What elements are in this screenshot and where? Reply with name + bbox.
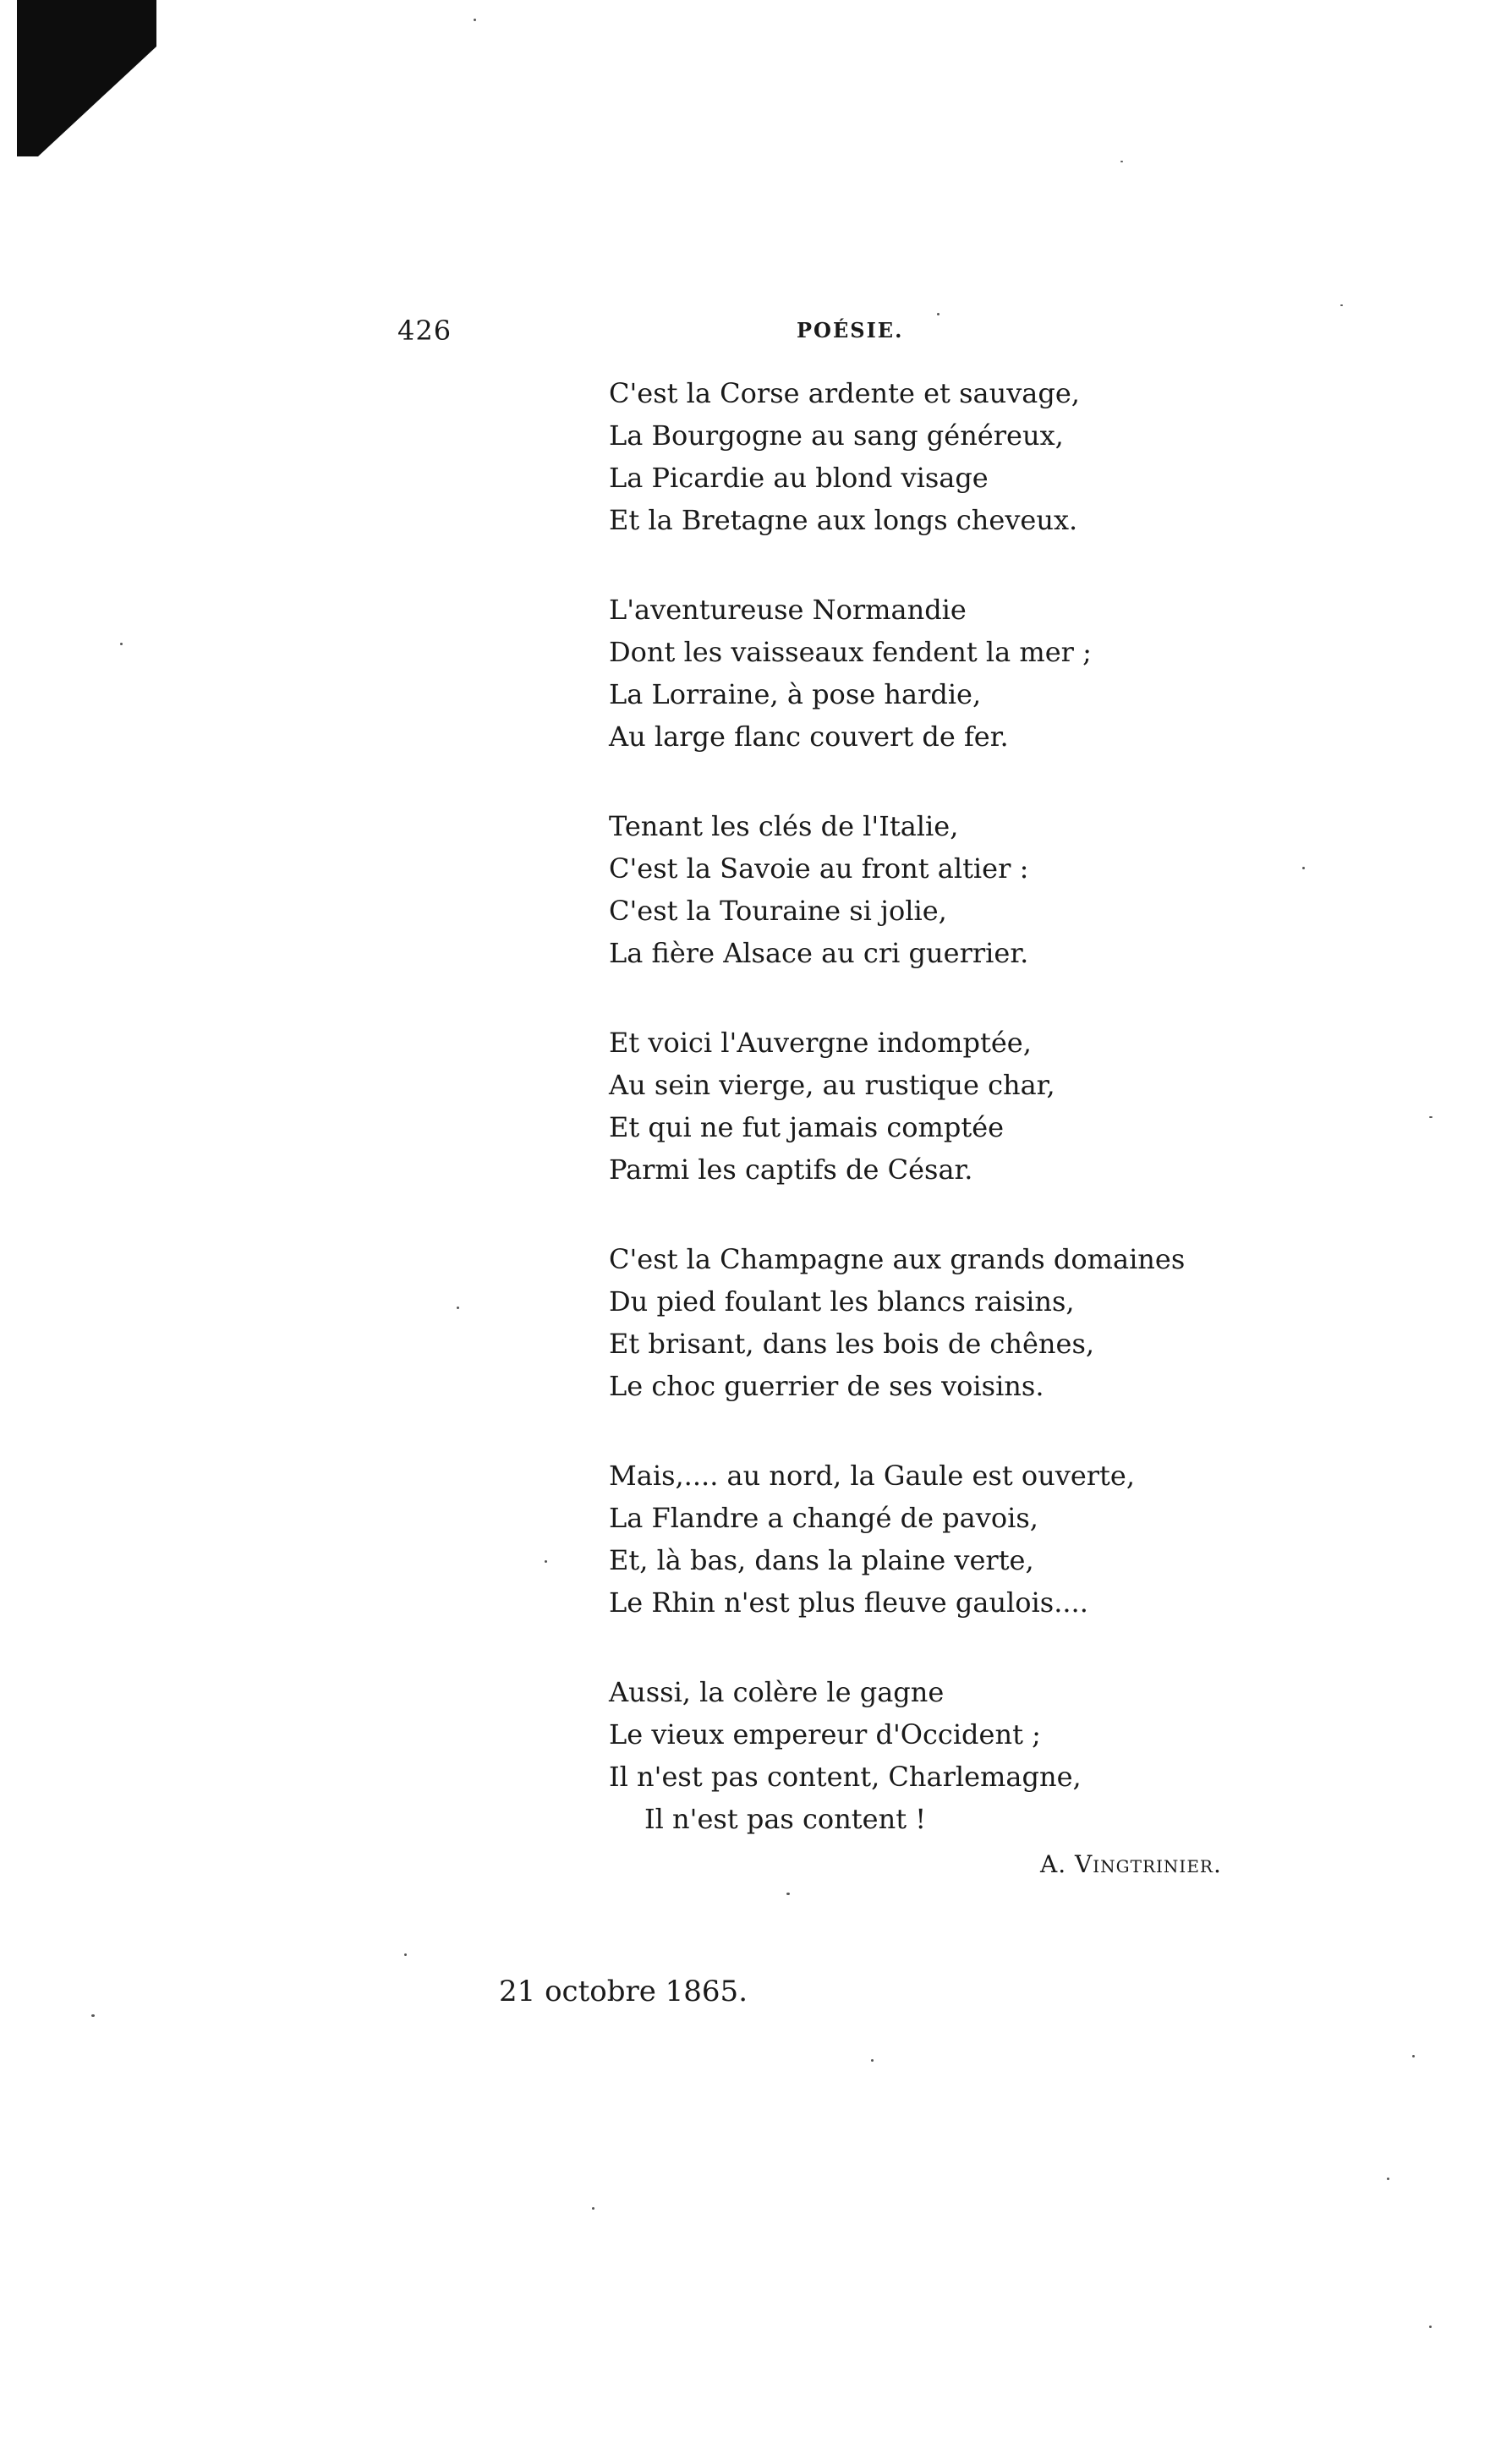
scan-speck (1340, 304, 1343, 306)
scan-speck (474, 19, 476, 21)
author-initial: A. (1040, 1850, 1067, 1878)
poem-line: La Flandre a changé de pavois, (609, 1502, 1038, 1534)
poem-line: Dont les vaisseaux fendent la mer ; (609, 636, 1092, 668)
poem-line: La Bourgogne au sang généreux, (609, 419, 1064, 452)
poem-line: Au sein vierge, au rustique char, (609, 1069, 1055, 1101)
scan-speck (1387, 2178, 1389, 2180)
running-head (0, 315, 1512, 357)
poem-body (609, 372, 1370, 1887)
scan-speck (1412, 2055, 1415, 2057)
poem-line: C'est la Touraine si jolie, (609, 895, 947, 927)
poem-line: Et, là bas, dans la plaine verte, (609, 1544, 1034, 1576)
poem-line: La Picardie au blond visage (609, 462, 989, 494)
scan-speck (120, 643, 123, 645)
poem-line: C'est la Corse ardente et sauvage, (609, 377, 1080, 409)
poem-line: Et qui ne fut jamais comptée (609, 1111, 1005, 1143)
scan-speck (545, 1560, 547, 1563)
scan-speck (1429, 1116, 1433, 1118)
author-surname: Vingtrinier. (1075, 1850, 1222, 1878)
poem-line: Et la Bretagne aux longs cheveux. (609, 504, 1078, 536)
poem-line: L'aventureuse Normandie (609, 594, 967, 626)
poem-line: Et voici l'Auvergne indomptée, (609, 1027, 1032, 1059)
stanza (609, 805, 1370, 974)
poem-line: Et brisant, dans les bois de chênes, (609, 1328, 1095, 1360)
scan-speck (91, 2014, 95, 2017)
poem-line: Aussi, la colère le gagne (609, 1676, 945, 1708)
scan-speck (592, 2207, 594, 2210)
stanza (609, 1238, 1370, 1407)
scan-speck (1120, 161, 1123, 162)
poem-line: Parmi les captifs de César. (609, 1153, 973, 1186)
scan-corner-artifact (17, 0, 161, 156)
poem-line: Il n'est pas content ! (644, 1803, 927, 1835)
stanza (609, 372, 1370, 541)
poem-line: Du pied foulant les blancs raisins, (609, 1285, 1075, 1318)
scan-speck (404, 1953, 407, 1956)
stanza (609, 1671, 1370, 1840)
stanza (609, 1022, 1370, 1191)
poem-line: Le choc guerrier de ses voisins. (609, 1370, 1044, 1402)
poem-line: La fière Alsace au cri guerrier. (609, 937, 1029, 969)
author-signature (1040, 1850, 1222, 1878)
scan-speck (786, 1893, 790, 1895)
section-title: POÉSIE. (797, 318, 904, 342)
poem-line: Il n'est pas content, Charlemagne, (609, 1761, 1082, 1793)
stanza (609, 589, 1370, 758)
poem-line: Mais,.... au nord, la Gaule est ouverte, (609, 1460, 1136, 1492)
scan-speck (871, 2059, 874, 2062)
poem-line: Le Rhin n'est plus fleuve gaulois.... (609, 1586, 1088, 1619)
poem-line: Le vieux empereur d'Occident ; (609, 1718, 1041, 1750)
poem-date: 21 octobre 1865. (499, 1975, 748, 2008)
poem-line: La Lorraine, à pose hardie, (609, 678, 982, 710)
poem-line: Tenant les clés de l'Italie, (609, 810, 959, 842)
scan-speck (1429, 2326, 1432, 2328)
poem-line: C'est la Savoie au front altier : (609, 852, 1029, 885)
stanza (609, 1455, 1370, 1624)
scan-speck (457, 1307, 459, 1309)
poem-line: Au large flanc couvert de fer. (609, 720, 1009, 753)
page-number: 426 (397, 315, 452, 347)
poem-line: C'est la Champagne aux grands domaines (609, 1243, 1186, 1275)
